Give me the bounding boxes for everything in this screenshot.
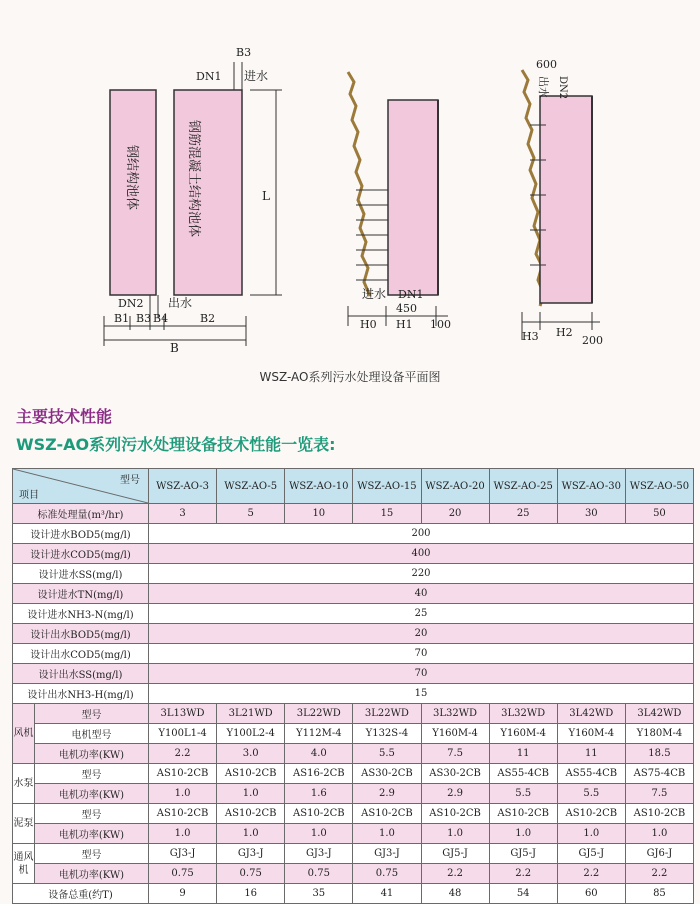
table-row <box>13 824 694 844</box>
table-row <box>13 584 694 604</box>
cell: 1.6 <box>285 784 353 804</box>
cell: AS55-4CB <box>557 764 625 784</box>
steel-tank-label: 钢结构池体 <box>124 145 139 211</box>
cell: 16 <box>217 884 285 904</box>
cell: 2.9 <box>421 784 489 804</box>
cell: Y132S-4 <box>353 724 421 744</box>
diagram-caption: WSZ-AO系列污水处理设备平面图 <box>259 370 441 384</box>
cell: GJ3-J <box>217 844 285 864</box>
row-label: 设计出水SS(mg/l) <box>13 664 149 684</box>
cell: 3L22WD <box>285 704 353 724</box>
cell: 1.0 <box>557 824 625 844</box>
cell: 2.2 <box>625 864 693 884</box>
dim-b3: B3 <box>136 312 152 325</box>
table-row <box>13 624 694 644</box>
cell: 48 <box>421 884 489 904</box>
row-label: 电机功率(KW) <box>35 784 149 804</box>
table-row <box>13 864 694 884</box>
header-corner <box>13 469 149 504</box>
table-row <box>13 524 694 544</box>
row-label: 设计出水BOD5(mg/l) <box>13 624 149 644</box>
row-label: 型号 <box>35 764 149 784</box>
cell: 11 <box>489 744 557 764</box>
dim-l: L <box>262 189 270 203</box>
cell: 0.75 <box>285 864 353 884</box>
dn1-label-b: DN1 <box>398 288 424 301</box>
cell: 20 <box>149 624 694 644</box>
cell: 0.75 <box>149 864 217 884</box>
cell: GJ3-J <box>285 844 353 864</box>
cell: 1.0 <box>625 824 693 844</box>
section-tank-c <box>540 96 592 303</box>
table-row <box>13 804 694 824</box>
table-row <box>13 564 694 584</box>
model-header: WSZ-AO-5 <box>217 469 285 504</box>
row-label: 标准处理量(m³/hr) <box>13 504 149 524</box>
plan-diagram <box>0 0 700 395</box>
cell: 70 <box>149 664 694 684</box>
group-label: 泥泵 <box>13 804 35 844</box>
model-header: WSZ-AO-3 <box>149 469 217 504</box>
concrete-tank <box>174 90 242 295</box>
soil-profile-b <box>348 72 370 296</box>
cell: 1.0 <box>421 824 489 844</box>
group-label: 风机 <box>13 704 35 764</box>
section-tank-b <box>388 100 438 295</box>
cell: 15 <box>149 684 694 704</box>
row-label: 设计进水COD5(mg/l) <box>13 544 149 564</box>
model-header: WSZ-AO-20 <box>421 469 489 504</box>
row-label: 设计出水COD5(mg/l) <box>13 644 149 664</box>
dim-h3: H3 <box>522 330 539 343</box>
cell: 25 <box>489 504 557 524</box>
plan-a <box>104 46 282 355</box>
cell: AS10-2CB <box>217 804 285 824</box>
table-row <box>13 644 694 664</box>
cell: 5.5 <box>353 744 421 764</box>
cell: 1.0 <box>149 824 217 844</box>
dim-h2: H2 <box>556 326 573 339</box>
cell: 1.0 <box>217 784 285 804</box>
cell: 20 <box>421 504 489 524</box>
cell: GJ6-J <box>625 844 693 864</box>
dim-200: 200 <box>582 334 603 347</box>
cell: GJ3-J <box>149 844 217 864</box>
cell: 7.5 <box>421 744 489 764</box>
table-row <box>13 704 694 724</box>
table-heading: WSZ-AO系列污水处理设备技术性能一览表: <box>16 435 336 454</box>
cell: 3L22WD <box>353 704 421 724</box>
row-label: 电机功率(KW) <box>35 864 149 884</box>
cell: 1.0 <box>353 824 421 844</box>
table-row <box>13 504 694 524</box>
table-row <box>13 884 694 904</box>
dim-600: 600 <box>536 58 557 71</box>
cell: 0.75 <box>217 864 285 884</box>
model-header: WSZ-AO-10 <box>285 469 353 504</box>
cell: AS75-4CB <box>625 764 693 784</box>
dim-b2: B2 <box>200 312 216 325</box>
row-label: 型号 <box>35 804 149 824</box>
header-model-label: 型号 <box>120 475 140 486</box>
row-label: 电机功率(KW) <box>35 744 149 764</box>
group-label: 通风机 <box>13 844 35 884</box>
table-row <box>13 784 694 804</box>
model-header: WSZ-AO-15 <box>353 469 421 504</box>
cell: 5.5 <box>557 784 625 804</box>
cell: 85 <box>625 884 693 904</box>
row-label: 设计进水TN(mg/l) <box>13 584 149 604</box>
dn2-label: DN2 <box>118 297 144 310</box>
cell: 3L42WD <box>625 704 693 724</box>
cell: AS30-2CB <box>353 764 421 784</box>
cell: Y160M-4 <box>557 724 625 744</box>
cell: 3L42WD <box>557 704 625 724</box>
cell: AS10-2CB <box>489 804 557 824</box>
cell: GJ3-J <box>353 844 421 864</box>
cell: Y160M-4 <box>489 724 557 744</box>
cell: 25 <box>149 604 694 624</box>
row-label: 电机功率(KW) <box>35 824 149 844</box>
cell: 1.0 <box>285 824 353 844</box>
dn1-label: DN1 <box>196 70 222 83</box>
table-row <box>13 604 694 624</box>
cell: 5.5 <box>489 784 557 804</box>
cell: 7.5 <box>625 784 693 804</box>
table-header-row <box>13 469 694 504</box>
cell: 2.2 <box>557 864 625 884</box>
cell: AS30-2CB <box>421 764 489 784</box>
outlet-label: 出水 <box>168 296 193 310</box>
inlet-label-b: 进水 <box>362 287 387 301</box>
cell: AS10-2CB <box>625 804 693 824</box>
dim-b3-top: B3 <box>236 46 252 59</box>
dim-100: 100 <box>430 318 451 331</box>
cell: 18.5 <box>625 744 693 764</box>
cell: 5 <box>217 504 285 524</box>
cell: GJ5-J <box>421 844 489 864</box>
cell: AS55-4CB <box>489 764 557 784</box>
dn2-label-c: DN2 <box>557 76 568 100</box>
section-heading: 主要技术性能 <box>16 407 113 426</box>
table-row <box>13 544 694 564</box>
cell: 10 <box>285 504 353 524</box>
row-label: 设计出水NH3-H(mg/l) <box>13 684 149 704</box>
cell: AS10-2CB <box>421 804 489 824</box>
row-label: 设计进水SS(mg/l) <box>13 564 149 584</box>
cell: Y160M-4 <box>421 724 489 744</box>
inlet-label: 进水 <box>244 69 269 83</box>
cell: 3 <box>149 504 217 524</box>
cell: AS16-2CB <box>285 764 353 784</box>
cell: 4.0 <box>285 744 353 764</box>
cell: GJ5-J <box>557 844 625 864</box>
table-row <box>13 684 694 704</box>
cell: 220 <box>149 564 694 584</box>
spec-table <box>12 468 694 904</box>
cell: 35 <box>285 884 353 904</box>
cell: 54 <box>489 884 557 904</box>
row-label: 型号 <box>35 844 149 864</box>
table-row <box>13 724 694 744</box>
cell: 400 <box>149 544 694 564</box>
outlet-label-c: 出水 <box>537 76 550 98</box>
cell: Y100L1-4 <box>149 724 217 744</box>
cell: 3L32WD <box>421 704 489 724</box>
cell: 3L13WD <box>149 704 217 724</box>
header-item-label: 项目 <box>19 490 39 501</box>
cell: 3.0 <box>217 744 285 764</box>
group-label: 水泵 <box>13 764 35 804</box>
plan-c <box>522 58 603 347</box>
row-label: 电机型号 <box>35 724 149 744</box>
cell: 70 <box>149 644 694 664</box>
row-label: 设计进水BOD5(mg/l) <box>13 524 149 544</box>
cell: Y100L2-4 <box>217 724 285 744</box>
table-row <box>13 664 694 684</box>
dim-450: 450 <box>396 302 417 315</box>
cell: 15 <box>353 504 421 524</box>
cell: 3L32WD <box>489 704 557 724</box>
row-label: 设备总重(约T) <box>13 884 149 904</box>
cell: 30 <box>557 504 625 524</box>
cell: 40 <box>149 584 694 604</box>
cell: AS10-2CB <box>149 804 217 824</box>
cell: 50 <box>625 504 693 524</box>
row-label: 型号 <box>35 704 149 724</box>
cell: 0.75 <box>353 864 421 884</box>
table-row <box>13 764 694 784</box>
cell: 2.2 <box>489 864 557 884</box>
model-header: WSZ-AO-25 <box>489 469 557 504</box>
cell: 60 <box>557 884 625 904</box>
cell: AS10-2CB <box>149 764 217 784</box>
cell: 3L21WD <box>217 704 285 724</box>
cell: GJ5-J <box>489 844 557 864</box>
dim-b4: B4 <box>153 312 169 325</box>
cell: 2.9 <box>353 784 421 804</box>
cell: 41 <box>353 884 421 904</box>
dim-h1: H1 <box>396 318 413 331</box>
row-label: 设计进水NH3-N(mg/l) <box>13 604 149 624</box>
plan-b <box>348 72 451 331</box>
cell: 9 <box>149 884 217 904</box>
cell: Y112M-4 <box>285 724 353 744</box>
dim-h0: H0 <box>360 318 377 331</box>
cell: AS10-2CB <box>285 804 353 824</box>
cell: 2.2 <box>149 744 217 764</box>
model-header: WSZ-AO-30 <box>557 469 625 504</box>
cell: 1.0 <box>217 824 285 844</box>
dim-b: B <box>170 341 179 355</box>
table-row <box>13 744 694 764</box>
table-row <box>13 844 694 864</box>
model-header: WSZ-AO-50 <box>625 469 693 504</box>
concrete-tank-label: 钢筋混凝土结构池体 <box>186 120 201 238</box>
cell: AS10-2CB <box>557 804 625 824</box>
cell: 1.0 <box>149 784 217 804</box>
cell: 200 <box>149 524 694 544</box>
cell: 1.0 <box>489 824 557 844</box>
cell: AS10-2CB <box>353 804 421 824</box>
cell: Y180M-4 <box>625 724 693 744</box>
cell: 2.2 <box>421 864 489 884</box>
cell: AS10-2CB <box>217 764 285 784</box>
cell: 11 <box>557 744 625 764</box>
dim-b1: B1 <box>114 312 130 325</box>
